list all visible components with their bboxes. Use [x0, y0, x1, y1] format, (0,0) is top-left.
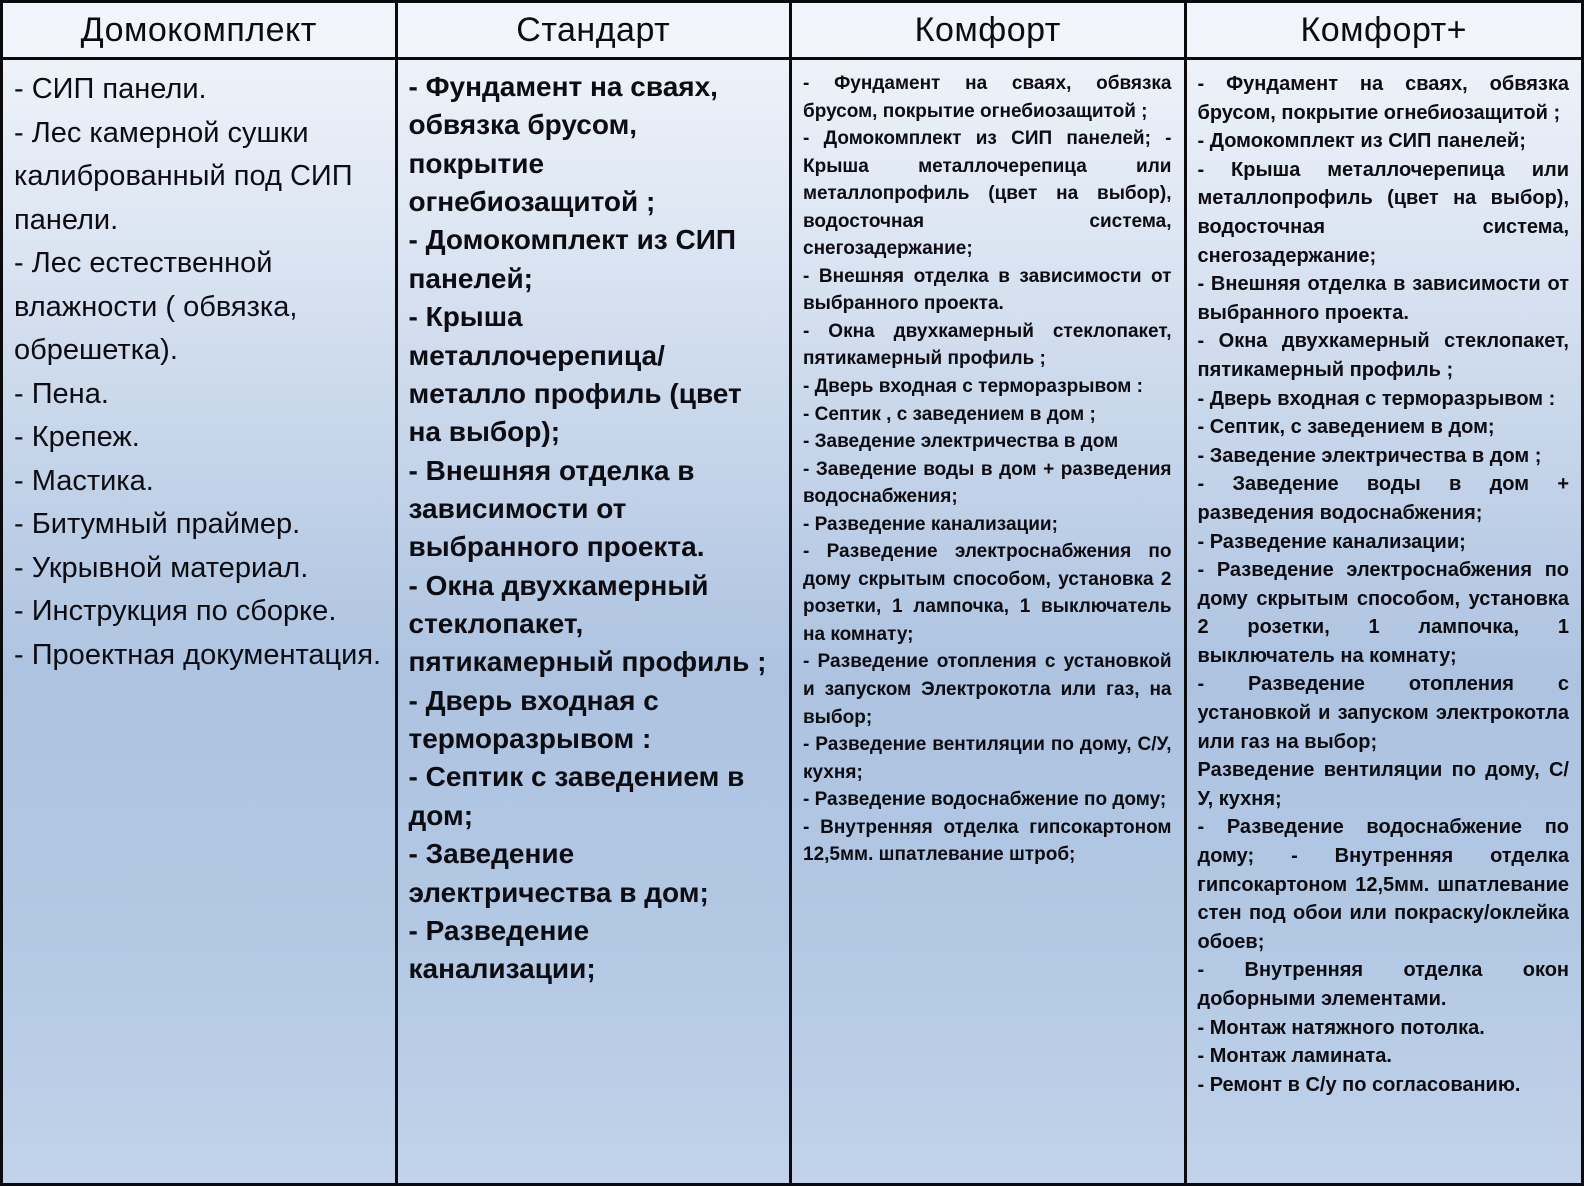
feature-item: - Внутренняя отделка гипсокартоном 12,5мм. шпатлевание штроб; [803, 816, 1172, 866]
column-header-standart: Стандарт [398, 3, 793, 57]
feature-item: - Битумный праймер. [14, 508, 301, 540]
feature-item: - Заведение электричества в дом ; [1197, 444, 1542, 467]
column-body-domokomplekt [3, 60, 398, 1183]
feature-item: - Заведение воды в дом + разведения водоснабжения; [1197, 473, 1569, 524]
feature-item: - Инструкция по сборке. [14, 595, 337, 627]
feature-item: - Разведение вентиляции по дому, С/У, кухня; [803, 734, 1172, 783]
feature-item: - Заведение электричества в дом [803, 431, 1119, 453]
column-header-komfort: Комфорт [792, 3, 1187, 57]
feature-item: - Внешняя отделка в зависимости от выбранного проекта. [408, 454, 705, 563]
feature-item: - Разведение отопления с установкой и запуском Электрокотла или газ, на выбор; [803, 651, 1172, 728]
feature-item: - Внешняя отделка в зависимости от выбранного проекта. [1197, 273, 1569, 324]
feature-item: - Разведение водоснабжение по дому; [803, 789, 1167, 811]
column-body-komfort [792, 60, 1187, 1183]
feature-item: - Внешняя отделка в зависимости от выбранного проекта. [803, 265, 1172, 315]
feature-item: - Фундамент на сваях, обвязка брусом, покрытие огнебиозащитой ; [408, 71, 718, 218]
feature-item: - Септик, с заведением в дом; [1197, 416, 1495, 439]
feature-item: Разведение вентиляции по дому, С/У, кухня; [1197, 759, 1569, 810]
feature-item: - Разведение электроснабжения по дому скрытым способом, установка 2 розетки, 1 лампочка, 1 выключатель на комнату; [1197, 559, 1569, 667]
feature-item: - Заведение воды в дом + разведения водоснабжения; [803, 458, 1172, 508]
feature-item: - Домокомплект из СИП панелей; [1197, 130, 1526, 153]
feature-item: - Мастика. [14, 464, 154, 497]
feature-item: - Крыша металлочерепица/металло профиль (цвет на выбор); [408, 301, 742, 448]
feature-item: - Септик с заведением в дом; [408, 761, 745, 831]
feature-item: - Крыша металлочерепица или металлопрофиль (цвет на выбор), водосточная система, снегозадержание; [1197, 158, 1569, 267]
feature-item: - Укрывной материал. [14, 551, 309, 584]
feature-item: - Монтаж натяжного потолка. [1197, 1016, 1485, 1039]
feature-item: - Домокомплект из СИП панелей; - Крыша металлочерепица или металлопрофиль (цвет на выбор), водосточная система, снегозадержание; [803, 128, 1172, 260]
feature-item: - Септик , с заведением в дом ; [803, 403, 1096, 425]
feature-item: - Монтаж ламината. [1197, 1045, 1392, 1068]
feature-item: - Пена. [14, 377, 109, 410]
feature-item: - Разведение отопления с установкой и запуском электрокотла или газ на выбор; [1197, 673, 1569, 753]
feature-item: - Фундамент на сваях, обвязка брусом, покрытие огнебиозащитой ; [1197, 73, 1569, 124]
feature-item: - Лес камерной сушки калиброванный под СИП панели. [14, 116, 353, 236]
feature-item: - Разведение водоснабжение по дому; - Внутренняя отделка гипсокартоном 12,5мм. шпатлевание стен под обои или покраску/оклейка обоев; [1197, 816, 1569, 953]
table-header-row [3, 3, 1581, 60]
feature-item: - Заведение электричества в дом; [408, 838, 709, 908]
feature-item: - Крепеж. [14, 421, 140, 453]
column-header-domokomplekt: Домокомплект [3, 3, 398, 57]
feature-item: - Дверь входная с терморазрывом : [803, 376, 1143, 398]
feature-item: - Фундамент на сваях, обвязка брусом, покрытие огнебиозащитой ; [803, 73, 1172, 122]
feature-item: - Проектная документация. [14, 638, 382, 671]
feature-item: - Лес естественной влажности ( обвязка, обрешетка). [14, 247, 298, 366]
table-body-row [3, 60, 1581, 1183]
feature-item: - Разведение канализации; [1197, 530, 1466, 553]
column-body-standart [398, 60, 793, 1183]
feature-item: - Домокомплект из СИП панелей; [408, 224, 736, 294]
feature-item: - СИП панели. [14, 73, 207, 105]
feature-item: - Внутренняя отделка окон доборными элементами. [1197, 959, 1569, 1010]
feature-item: - Ремонт в С/у по согласованию. [1197, 1073, 1521, 1096]
column-header-komfort-plus: Комфорт+ [1300, 10, 1468, 49]
feature-item: - Разведение электроснабжения по дому скрытым способом, установка 2 розетки, 1 лампочка, 1 выключатель на комнату; [803, 541, 1172, 645]
feature-item: - Разведение канализации; [803, 513, 1058, 535]
feature-item: - Разведение канализации; [408, 914, 596, 985]
feature-item: - Окна двухкамерный стеклопакет, пятикамерный профиль ; [803, 320, 1172, 370]
feature-item: - Дверь входная с терморазрывом : [1197, 387, 1556, 410]
column-body-komfort-plus [1187, 60, 1582, 1183]
feature-item: - Окна двухкамерный стеклопакет, пятикамерный профиль ; [1197, 330, 1569, 381]
feature-item: - Окна двухкамерный стеклопакет, пятикамерный профиль ; - Дверь входная с терморазрывом : [408, 569, 767, 755]
